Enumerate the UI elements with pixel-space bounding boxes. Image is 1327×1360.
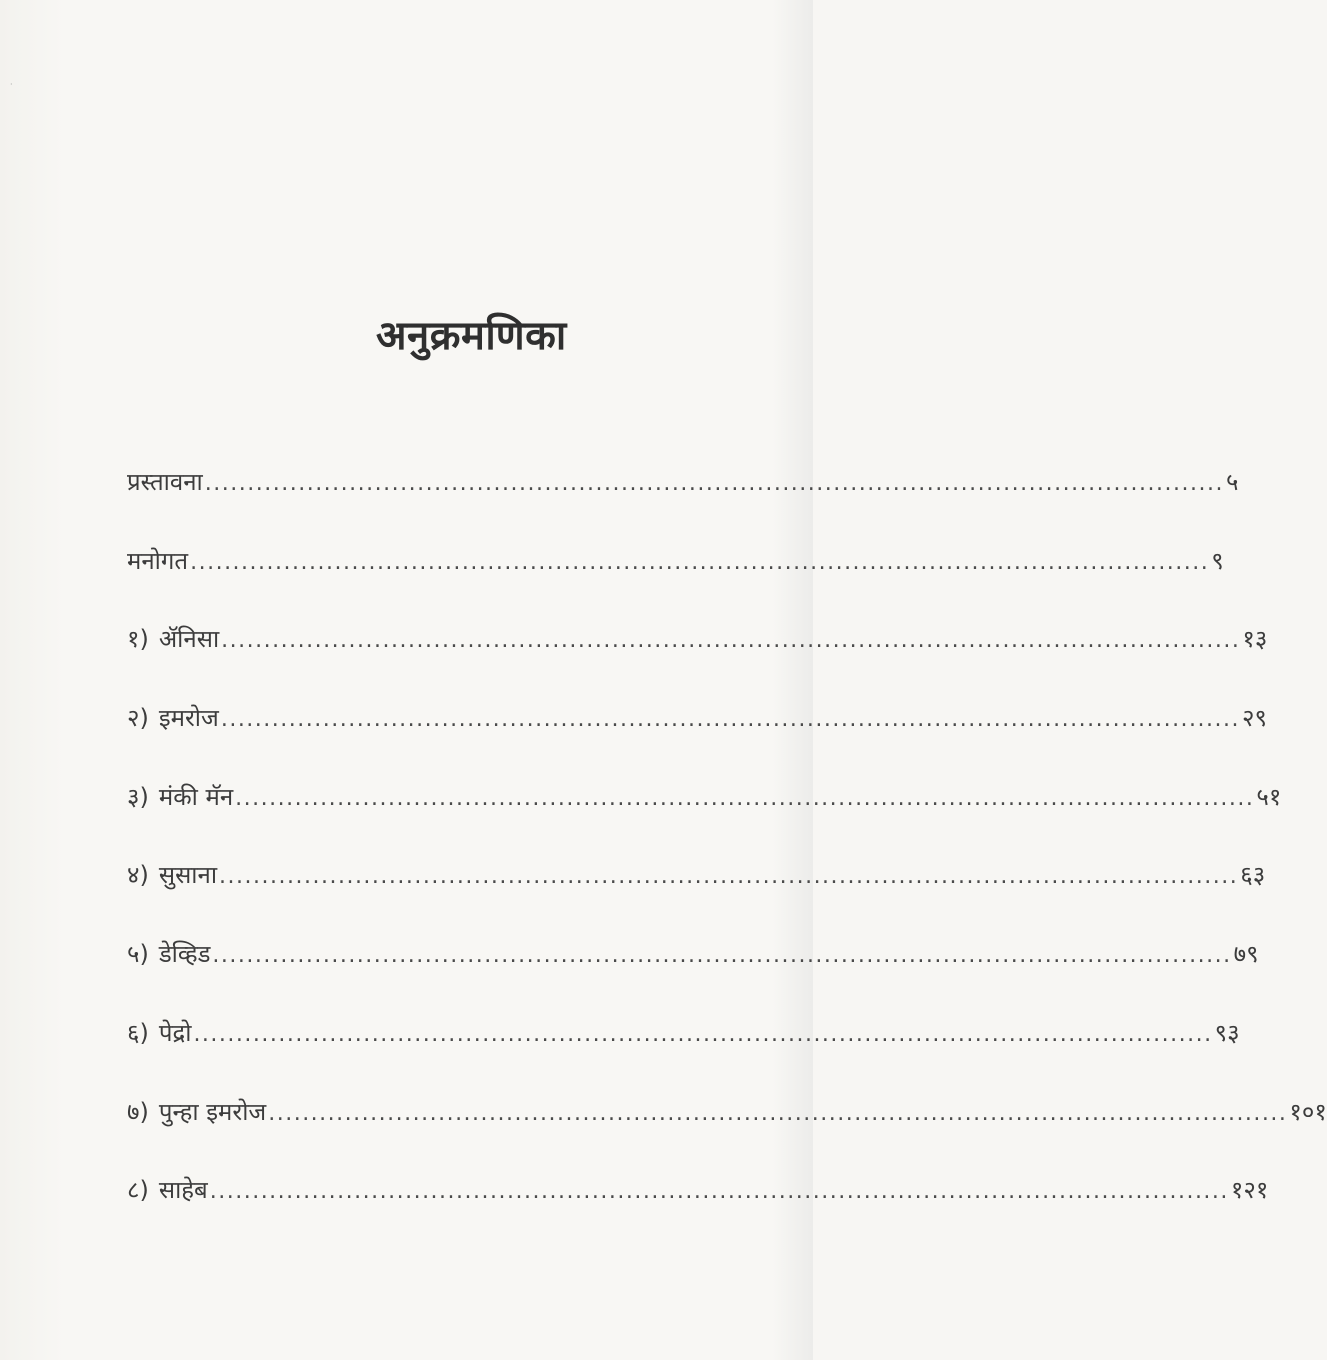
dot-leader: ........................................................................................................................	[235, 785, 1255, 811]
dot-leader: ........................................................................................................................	[220, 707, 1241, 733]
dot-leader: ........................................................................................................................	[219, 864, 1239, 890]
toc-entry-page-number: ९३	[1214, 1018, 1240, 1047]
toc-entry-label: साहेब	[158, 1176, 208, 1205]
toc-entry-page-number: ५	[1225, 468, 1239, 496]
toc-entry-number: ८)	[127, 1176, 149, 1205]
page-title: अनुक्रमणिका	[376, 313, 567, 359]
toc-entry-label: पेद्रो	[158, 1018, 192, 1047]
toc-entry	[127, 777, 1282, 819]
toc-entry-number: ३)	[127, 782, 149, 811]
toc-entry-page-number: ६३	[1240, 861, 1266, 890]
toc-row	[127, 777, 1282, 856]
toc-entry-number: २)	[127, 704, 149, 733]
dot-leader: ........................................................................................................................	[190, 549, 1210, 575]
toc-entry-label: मंकी मॅन	[158, 782, 234, 811]
table-of-contents	[127, 462, 1327, 1249]
dot-leader: ........................................................................................................................	[268, 1100, 1288, 1126]
toc-row	[127, 698, 1267, 777]
dot-leader: ........................................................................................................................	[204, 471, 1224, 496]
toc-entry	[127, 698, 1267, 740]
toc-entry	[127, 619, 1268, 661]
toc-entry-page-number: २९	[1242, 704, 1267, 733]
toc-row	[127, 1013, 1240, 1092]
toc-row	[127, 541, 1224, 620]
toc-entry-page-number: ७९	[1233, 940, 1259, 969]
dot-leader: ........................................................................................................................	[193, 1021, 1213, 1047]
dot-leader: ........................................................................................................................	[212, 943, 1232, 969]
toc-entry-page-number: १३	[1242, 625, 1268, 654]
paper-speck: ·	[10, 80, 13, 89]
toc-entry-number: ६)	[127, 1018, 149, 1047]
toc-entry-number: ७)	[127, 1097, 149, 1126]
toc-row	[127, 855, 1266, 934]
toc-entry-label: इमरोज	[158, 704, 219, 733]
toc-entry-page-number: १०१	[1289, 1097, 1327, 1126]
dot-leader: ........................................................................................................................	[209, 1179, 1229, 1205]
toc-row	[127, 1092, 1327, 1171]
toc-row	[127, 462, 1239, 541]
toc-entry-page-number: १२१	[1230, 1176, 1269, 1205]
toc-entry	[127, 541, 1224, 583]
toc-entry-label: सुसाना	[158, 861, 218, 890]
toc-row	[127, 1170, 1269, 1249]
dot-leader: ........................................................................................................................	[221, 628, 1241, 654]
toc-entry-label: पुन्हा इमरोज	[158, 1097, 267, 1126]
toc-entry	[127, 1013, 1240, 1055]
toc-entry	[127, 1092, 1327, 1134]
toc-entry-label: मनोगत	[127, 546, 189, 575]
toc-entry-number: ५)	[127, 940, 149, 969]
toc-entry-number: १)	[127, 625, 149, 654]
toc-row	[127, 934, 1259, 1013]
toc-entry-page-number: ९	[1211, 546, 1224, 575]
toc-entry-number: ४)	[127, 861, 149, 890]
toc-entry	[127, 462, 1239, 504]
toc-entry	[127, 934, 1259, 976]
toc-entry-page-number: ५१	[1256, 782, 1282, 811]
toc-entry-label: डेव्हिड	[158, 940, 211, 969]
toc-entry	[127, 855, 1266, 897]
toc-entry-label: प्रस्तावना	[127, 468, 203, 496]
toc-row	[127, 619, 1268, 698]
toc-entry	[127, 1170, 1269, 1212]
toc-entry-label: ॲनिसा	[158, 625, 220, 654]
